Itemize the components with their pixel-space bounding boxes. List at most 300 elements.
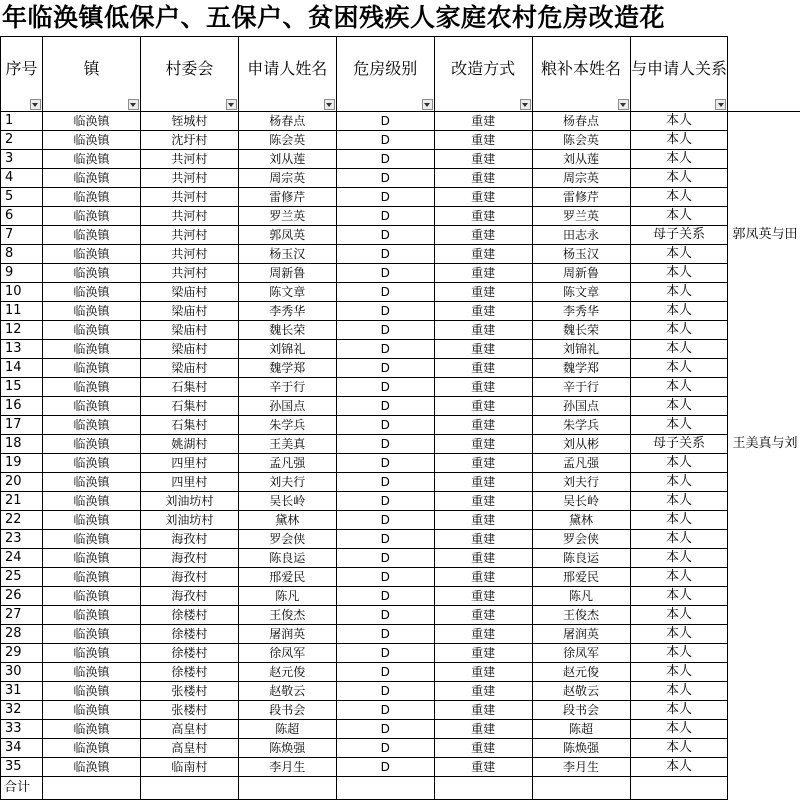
cell-seq[interactable]: 26 <box>1 587 43 606</box>
cell-method[interactable]: 重建 <box>434 454 532 473</box>
total-cell[interactable] <box>434 777 532 800</box>
cell-town[interactable]: 临涣镇 <box>42 644 140 663</box>
cell-applicant[interactable]: 罗会侠 <box>238 530 336 549</box>
cell-applicant[interactable]: 屠润英 <box>238 625 336 644</box>
cell-applicant[interactable]: 魏学郑 <box>238 359 336 378</box>
cell-method[interactable]: 重建 <box>434 378 532 397</box>
cell-applicant[interactable]: 罗兰英 <box>238 207 336 226</box>
cell-grain-name[interactable]: 周新鲁 <box>532 264 630 283</box>
cell-relation[interactable]: 母子关系 <box>630 435 728 454</box>
cell-village[interactable]: 共河村 <box>140 207 238 226</box>
cell-village[interactable]: 四里村 <box>140 454 238 473</box>
cell-village[interactable]: 石集村 <box>140 397 238 416</box>
cell-method[interactable]: 重建 <box>434 245 532 264</box>
cell-grain-name[interactable]: 吴长岭 <box>532 492 630 511</box>
cell-town[interactable]: 临涣镇 <box>42 568 140 587</box>
cell-relation[interactable]: 本人 <box>630 283 728 302</box>
cell-level[interactable]: D <box>336 720 434 739</box>
cell-village[interactable]: 临南村 <box>140 758 238 777</box>
cell-applicant[interactable]: 陈超 <box>238 720 336 739</box>
cell-grain-name[interactable]: 杨玉汉 <box>532 245 630 264</box>
cell-applicant[interactable]: 李秀华 <box>238 302 336 321</box>
cell-method[interactable]: 重建 <box>434 587 532 606</box>
cell-applicant[interactable]: 黛林 <box>238 511 336 530</box>
cell-town[interactable]: 临涣镇 <box>42 549 140 568</box>
cell-applicant[interactable]: 周宗英 <box>238 169 336 188</box>
cell-level[interactable]: D <box>336 587 434 606</box>
cell-applicant[interactable]: 雷修芹 <box>238 188 336 207</box>
cell-method[interactable]: 重建 <box>434 226 532 245</box>
cell-level[interactable]: D <box>336 378 434 397</box>
cell-grain-name[interactable]: 朱学兵 <box>532 416 630 435</box>
cell-relation[interactable]: 本人 <box>630 492 728 511</box>
total-cell[interactable] <box>532 777 630 800</box>
cell-applicant[interactable]: 陈文章 <box>238 283 336 302</box>
cell-method[interactable]: 重建 <box>434 492 532 511</box>
cell-method[interactable]: 重建 <box>434 435 532 454</box>
cell-village[interactable]: 徐楼村 <box>140 663 238 682</box>
cell-village[interactable]: 共河村 <box>140 226 238 245</box>
cell-seq[interactable]: 9 <box>1 264 43 283</box>
cell-level[interactable]: D <box>336 435 434 454</box>
cell-village[interactable]: 共河村 <box>140 188 238 207</box>
cell-town[interactable]: 临涣镇 <box>42 435 140 454</box>
cell-town[interactable]: 临涣镇 <box>42 169 140 188</box>
cell-level[interactable]: D <box>336 454 434 473</box>
cell-applicant[interactable]: 陈会英 <box>238 131 336 150</box>
cell-note[interactable] <box>728 701 800 720</box>
cell-village[interactable]: 海孜村 <box>140 530 238 549</box>
cell-method[interactable]: 重建 <box>434 511 532 530</box>
cell-grain-name[interactable]: 李月生 <box>532 758 630 777</box>
cell-seq[interactable]: 21 <box>1 492 43 511</box>
cell-applicant[interactable]: 陈良运 <box>238 549 336 568</box>
cell-grain-name[interactable]: 辛于行 <box>532 378 630 397</box>
cell-relation[interactable]: 本人 <box>630 530 728 549</box>
cell-method[interactable]: 重建 <box>434 169 532 188</box>
cell-method[interactable]: 重建 <box>434 359 532 378</box>
cell-grain-name[interactable]: 孙国点 <box>532 397 630 416</box>
cell-town[interactable]: 临涣镇 <box>42 359 140 378</box>
cell-village[interactable]: 高皇村 <box>140 739 238 758</box>
cell-applicant[interactable]: 邢爱民 <box>238 568 336 587</box>
cell-applicant[interactable]: 王美真 <box>238 435 336 454</box>
cell-note[interactable] <box>728 359 800 378</box>
cell-town[interactable]: 临涣镇 <box>42 302 140 321</box>
cell-applicant[interactable]: 李月生 <box>238 758 336 777</box>
cell-applicant[interactable]: 赵元俊 <box>238 663 336 682</box>
cell-note[interactable] <box>728 777 800 800</box>
cell-level[interactable]: D <box>336 663 434 682</box>
cell-note[interactable] <box>728 188 800 207</box>
cell-relation[interactable]: 本人 <box>630 131 728 150</box>
total-cell[interactable] <box>630 777 728 800</box>
cell-grain-name[interactable]: 屠润英 <box>532 625 630 644</box>
cell-method[interactable]: 重建 <box>434 739 532 758</box>
cell-level[interactable]: D <box>336 131 434 150</box>
cell-relation[interactable]: 本人 <box>630 416 728 435</box>
cell-village[interactable]: 铚城村 <box>140 112 238 131</box>
filter-dropdown-icon[interactable] <box>715 99 726 110</box>
cell-seq[interactable]: 23 <box>1 530 43 549</box>
cell-note[interactable] <box>728 511 800 530</box>
cell-method[interactable]: 重建 <box>434 302 532 321</box>
cell-grain-name[interactable]: 孟凡强 <box>532 454 630 473</box>
cell-seq[interactable]: 35 <box>1 758 43 777</box>
cell-village[interactable]: 徐楼村 <box>140 606 238 625</box>
cell-grain-name[interactable]: 刘从彬 <box>532 435 630 454</box>
cell-relation[interactable]: 本人 <box>630 701 728 720</box>
cell-relation[interactable]: 本人 <box>630 663 728 682</box>
cell-village[interactable]: 共河村 <box>140 169 238 188</box>
cell-note[interactable] <box>728 397 800 416</box>
cell-village[interactable]: 姚湖村 <box>140 435 238 454</box>
cell-grain-name[interactable]: 田志永 <box>532 226 630 245</box>
cell-method[interactable]: 重建 <box>434 264 532 283</box>
cell-level[interactable]: D <box>336 359 434 378</box>
cell-relation[interactable]: 本人 <box>630 720 728 739</box>
cell-note[interactable] <box>728 340 800 359</box>
cell-town[interactable]: 临涣镇 <box>42 758 140 777</box>
cell-seq[interactable]: 2 <box>1 131 43 150</box>
cell-method[interactable]: 重建 <box>434 131 532 150</box>
cell-town[interactable]: 临涣镇 <box>42 720 140 739</box>
cell-method[interactable]: 重建 <box>434 397 532 416</box>
cell-level[interactable]: D <box>336 606 434 625</box>
cell-level[interactable]: D <box>336 701 434 720</box>
cell-seq[interactable]: 32 <box>1 701 43 720</box>
cell-applicant[interactable]: 赵敬云 <box>238 682 336 701</box>
cell-village[interactable]: 四里村 <box>140 473 238 492</box>
cell-village[interactable]: 石集村 <box>140 416 238 435</box>
cell-town[interactable]: 临涣镇 <box>42 112 140 131</box>
cell-relation[interactable]: 母子关系 <box>630 226 728 245</box>
cell-note[interactable] <box>728 473 800 492</box>
cell-applicant[interactable]: 辛于行 <box>238 378 336 397</box>
cell-town[interactable]: 临涣镇 <box>42 739 140 758</box>
cell-level[interactable]: D <box>336 112 434 131</box>
cell-applicant[interactable]: 朱学兵 <box>238 416 336 435</box>
filter-dropdown-icon[interactable] <box>226 99 237 110</box>
cell-grain-name[interactable]: 杨春点 <box>532 112 630 131</box>
cell-method[interactable]: 重建 <box>434 549 532 568</box>
cell-town[interactable]: 临涣镇 <box>42 226 140 245</box>
cell-village[interactable]: 梁庙村 <box>140 359 238 378</box>
cell-relation[interactable]: 本人 <box>630 739 728 758</box>
cell-method[interactable]: 重建 <box>434 720 532 739</box>
cell-level[interactable]: D <box>336 226 434 245</box>
cell-level[interactable]: D <box>336 530 434 549</box>
cell-note[interactable] <box>728 207 800 226</box>
cell-relation[interactable]: 本人 <box>630 568 728 587</box>
cell-grain-name[interactable]: 李秀华 <box>532 302 630 321</box>
cell-relation[interactable]: 本人 <box>630 644 728 663</box>
cell-seq[interactable]: 8 <box>1 245 43 264</box>
cell-applicant[interactable]: 吴长岭 <box>238 492 336 511</box>
filter-dropdown-icon[interactable] <box>324 99 335 110</box>
cell-town[interactable]: 临涣镇 <box>42 587 140 606</box>
cell-village[interactable]: 石集村 <box>140 378 238 397</box>
cell-applicant[interactable]: 刘夫行 <box>238 473 336 492</box>
cell-note[interactable] <box>728 739 800 758</box>
cell-note[interactable] <box>728 378 800 397</box>
cell-level[interactable]: D <box>336 416 434 435</box>
cell-town[interactable]: 临涣镇 <box>42 492 140 511</box>
cell-note[interactable] <box>728 245 800 264</box>
cell-applicant[interactable]: 周新鲁 <box>238 264 336 283</box>
total-cell[interactable] <box>336 777 434 800</box>
cell-town[interactable]: 临涣镇 <box>42 283 140 302</box>
cell-grain-name[interactable]: 陈文章 <box>532 283 630 302</box>
cell-grain-name[interactable]: 刘从莲 <box>532 150 630 169</box>
cell-note[interactable] <box>728 131 800 150</box>
cell-level[interactable]: D <box>336 492 434 511</box>
cell-seq[interactable]: 31 <box>1 682 43 701</box>
cell-seq[interactable]: 13 <box>1 340 43 359</box>
cell-level[interactable]: D <box>336 302 434 321</box>
filter-dropdown-icon[interactable] <box>618 99 629 110</box>
filter-dropdown-icon[interactable] <box>422 99 433 110</box>
cell-seq[interactable]: 17 <box>1 416 43 435</box>
cell-town[interactable]: 临涣镇 <box>42 606 140 625</box>
cell-level[interactable]: D <box>336 169 434 188</box>
cell-grain-name[interactable]: 陈会英 <box>532 131 630 150</box>
cell-town[interactable]: 临涣镇 <box>42 245 140 264</box>
cell-applicant[interactable]: 杨玉汉 <box>238 245 336 264</box>
cell-relation[interactable]: 本人 <box>630 378 728 397</box>
cell-method[interactable]: 重建 <box>434 568 532 587</box>
cell-applicant[interactable]: 孙国点 <box>238 397 336 416</box>
cell-grain-name[interactable]: 王俊杰 <box>532 606 630 625</box>
cell-grain-name[interactable]: 刘锦礼 <box>532 340 630 359</box>
cell-note[interactable] <box>728 682 800 701</box>
cell-village[interactable]: 海孜村 <box>140 587 238 606</box>
cell-seq[interactable]: 27 <box>1 606 43 625</box>
cell-town[interactable]: 临涣镇 <box>42 454 140 473</box>
cell-relation[interactable]: 本人 <box>630 625 728 644</box>
cell-relation[interactable]: 本人 <box>630 112 728 131</box>
cell-note[interactable] <box>728 587 800 606</box>
cell-level[interactable]: D <box>336 549 434 568</box>
cell-seq[interactable]: 4 <box>1 169 43 188</box>
cell-town[interactable]: 临涣镇 <box>42 511 140 530</box>
filter-dropdown-icon[interactable] <box>128 99 139 110</box>
total-cell[interactable] <box>238 777 336 800</box>
cell-method[interactable]: 重建 <box>434 682 532 701</box>
cell-village[interactable]: 梁庙村 <box>140 321 238 340</box>
cell-seq[interactable]: 22 <box>1 511 43 530</box>
cell-relation[interactable]: 本人 <box>630 511 728 530</box>
cell-note[interactable] <box>728 530 800 549</box>
cell-village[interactable]: 海孜村 <box>140 549 238 568</box>
filter-dropdown-icon[interactable] <box>30 99 41 110</box>
filter-dropdown-icon[interactable] <box>520 99 531 110</box>
cell-applicant[interactable]: 段书会 <box>238 701 336 720</box>
cell-note[interactable] <box>728 606 800 625</box>
cell-grain-name[interactable]: 罗兰英 <box>532 207 630 226</box>
cell-method[interactable]: 重建 <box>434 321 532 340</box>
cell-note[interactable] <box>728 644 800 663</box>
cell-seq[interactable]: 7 <box>1 226 43 245</box>
cell-town[interactable]: 临涣镇 <box>42 378 140 397</box>
cell-village[interactable]: 沈圩村 <box>140 131 238 150</box>
cell-seq[interactable]: 18 <box>1 435 43 454</box>
cell-grain-name[interactable]: 陈焕强 <box>532 739 630 758</box>
cell-seq[interactable]: 29 <box>1 644 43 663</box>
cell-village[interactable]: 徐楼村 <box>140 625 238 644</box>
cell-note[interactable] <box>728 321 800 340</box>
cell-grain-name[interactable]: 陈凡 <box>532 587 630 606</box>
cell-applicant[interactable]: 王俊杰 <box>238 606 336 625</box>
cell-seq[interactable]: 16 <box>1 397 43 416</box>
cell-town[interactable]: 临涣镇 <box>42 207 140 226</box>
cell-town[interactable]: 临涣镇 <box>42 150 140 169</box>
cell-seq[interactable]: 11 <box>1 302 43 321</box>
cell-note[interactable] <box>728 112 800 131</box>
cell-town[interactable]: 临涣镇 <box>42 625 140 644</box>
cell-relation[interactable]: 本人 <box>630 758 728 777</box>
cell-method[interactable]: 重建 <box>434 758 532 777</box>
cell-grain-name[interactable]: 邢爱民 <box>532 568 630 587</box>
cell-method[interactable]: 重建 <box>434 150 532 169</box>
cell-applicant[interactable]: 郭凤英 <box>238 226 336 245</box>
cell-level[interactable]: D <box>336 644 434 663</box>
cell-grain-name[interactable]: 赵元俊 <box>532 663 630 682</box>
cell-village[interactable]: 高皇村 <box>140 720 238 739</box>
cell-level[interactable]: D <box>336 397 434 416</box>
cell-relation[interactable]: 本人 <box>630 188 728 207</box>
cell-seq[interactable]: 3 <box>1 150 43 169</box>
cell-town[interactable]: 临涣镇 <box>42 131 140 150</box>
cell-seq[interactable]: 1 <box>1 112 43 131</box>
cell-town[interactable]: 临涣镇 <box>42 397 140 416</box>
cell-level[interactable]: D <box>336 340 434 359</box>
cell-grain-name[interactable]: 段书会 <box>532 701 630 720</box>
cell-note[interactable] <box>728 720 800 739</box>
cell-relation[interactable]: 本人 <box>630 264 728 283</box>
cell-note[interactable] <box>728 758 800 777</box>
cell-level[interactable]: D <box>336 511 434 530</box>
cell-grain-name[interactable]: 刘夫行 <box>532 473 630 492</box>
cell-method[interactable]: 重建 <box>434 112 532 131</box>
cell-village[interactable]: 共河村 <box>140 150 238 169</box>
cell-note[interactable] <box>728 302 800 321</box>
cell-method[interactable]: 重建 <box>434 701 532 720</box>
cell-note[interactable] <box>728 663 800 682</box>
cell-grain-name[interactable]: 赵敬云 <box>532 682 630 701</box>
cell-level[interactable]: D <box>336 321 434 340</box>
cell-village[interactable]: 张楼村 <box>140 701 238 720</box>
cell-relation[interactable]: 本人 <box>630 606 728 625</box>
cell-village[interactable]: 共河村 <box>140 245 238 264</box>
cell-seq[interactable]: 12 <box>1 321 43 340</box>
cell-applicant[interactable]: 陈焕强 <box>238 739 336 758</box>
cell-applicant[interactable]: 陈凡 <box>238 587 336 606</box>
cell-seq[interactable]: 33 <box>1 720 43 739</box>
cell-relation[interactable]: 本人 <box>630 169 728 188</box>
cell-note[interactable] <box>728 454 800 473</box>
cell-applicant[interactable]: 孟凡强 <box>238 454 336 473</box>
cell-method[interactable]: 重建 <box>434 283 532 302</box>
cell-applicant[interactable]: 徐凤军 <box>238 644 336 663</box>
cell-seq[interactable]: 6 <box>1 207 43 226</box>
total-label[interactable]: 合计 <box>1 777 43 800</box>
cell-seq[interactable]: 10 <box>1 283 43 302</box>
cell-grain-name[interactable]: 黛林 <box>532 511 630 530</box>
cell-grain-name[interactable]: 魏学郑 <box>532 359 630 378</box>
cell-grain-name[interactable]: 徐凤军 <box>532 644 630 663</box>
cell-level[interactable]: D <box>336 207 434 226</box>
cell-village[interactable]: 张楼村 <box>140 682 238 701</box>
cell-note[interactable] <box>728 416 800 435</box>
cell-level[interactable]: D <box>336 473 434 492</box>
cell-applicant[interactable]: 魏长荣 <box>238 321 336 340</box>
cell-seq[interactable]: 28 <box>1 625 43 644</box>
cell-seq[interactable]: 20 <box>1 473 43 492</box>
cell-relation[interactable]: 本人 <box>630 473 728 492</box>
cell-relation[interactable]: 本人 <box>630 549 728 568</box>
cell-level[interactable]: D <box>336 245 434 264</box>
cell-village[interactable]: 梁庙村 <box>140 302 238 321</box>
cell-method[interactable]: 重建 <box>434 530 532 549</box>
cell-relation[interactable]: 本人 <box>630 207 728 226</box>
cell-village[interactable]: 刘油坊村 <box>140 492 238 511</box>
cell-relation[interactable]: 本人 <box>630 682 728 701</box>
cell-note[interactable] <box>728 568 800 587</box>
cell-grain-name[interactable]: 陈超 <box>532 720 630 739</box>
cell-seq[interactable]: 14 <box>1 359 43 378</box>
cell-seq[interactable]: 19 <box>1 454 43 473</box>
cell-note[interactable] <box>728 492 800 511</box>
cell-village[interactable]: 徐楼村 <box>140 644 238 663</box>
cell-method[interactable]: 重建 <box>434 663 532 682</box>
cell-town[interactable]: 临涣镇 <box>42 264 140 283</box>
cell-grain-name[interactable]: 陈良运 <box>532 549 630 568</box>
cell-note[interactable] <box>728 283 800 302</box>
cell-town[interactable]: 临涣镇 <box>42 188 140 207</box>
cell-level[interactable]: D <box>336 283 434 302</box>
cell-seq[interactable]: 5 <box>1 188 43 207</box>
cell-village[interactable]: 梁庙村 <box>140 340 238 359</box>
cell-grain-name[interactable]: 魏长荣 <box>532 321 630 340</box>
cell-method[interactable]: 重建 <box>434 644 532 663</box>
cell-level[interactable]: D <box>336 264 434 283</box>
cell-grain-name[interactable]: 罗会侠 <box>532 530 630 549</box>
cell-level[interactable]: D <box>336 739 434 758</box>
cell-seq[interactable]: 25 <box>1 568 43 587</box>
cell-note[interactable] <box>728 549 800 568</box>
cell-relation[interactable]: 本人 <box>630 587 728 606</box>
cell-applicant[interactable]: 刘从莲 <box>238 150 336 169</box>
cell-grain-name[interactable]: 周宗英 <box>532 169 630 188</box>
cell-town[interactable]: 临涣镇 <box>42 416 140 435</box>
cell-village[interactable]: 梁庙村 <box>140 283 238 302</box>
cell-town[interactable]: 临涣镇 <box>42 473 140 492</box>
cell-town[interactable]: 临涣镇 <box>42 321 140 340</box>
cell-town[interactable]: 临涣镇 <box>42 663 140 682</box>
cell-method[interactable]: 重建 <box>434 340 532 359</box>
cell-relation[interactable]: 本人 <box>630 302 728 321</box>
total-cell[interactable] <box>42 777 140 800</box>
cell-level[interactable]: D <box>336 568 434 587</box>
cell-method[interactable]: 重建 <box>434 207 532 226</box>
cell-town[interactable]: 临涣镇 <box>42 682 140 701</box>
cell-level[interactable]: D <box>336 188 434 207</box>
cell-level[interactable]: D <box>336 682 434 701</box>
cell-relation[interactable]: 本人 <box>630 454 728 473</box>
cell-village[interactable]: 刘油坊村 <box>140 511 238 530</box>
cell-applicant[interactable]: 刘锦礼 <box>238 340 336 359</box>
